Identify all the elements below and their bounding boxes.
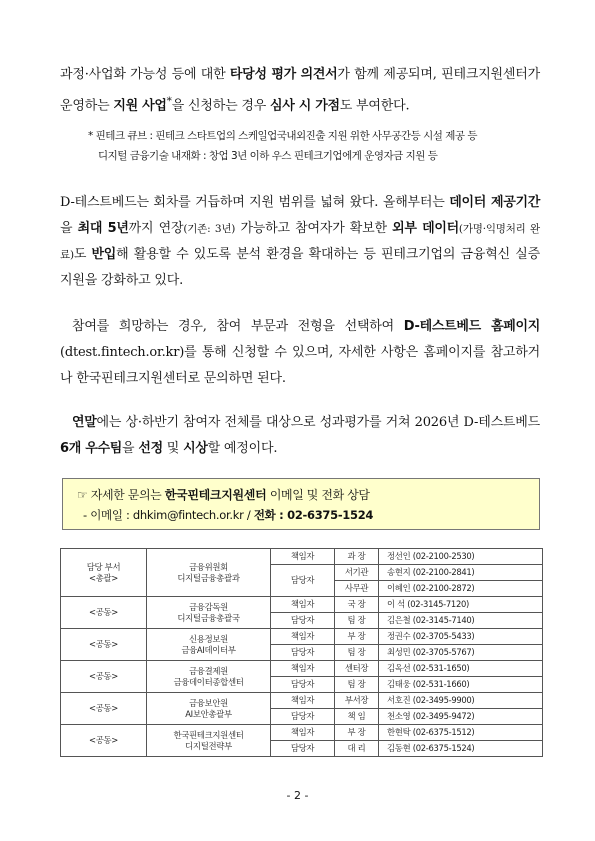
role-cell: 책임자 — [271, 549, 335, 565]
page-number: - 2 - — [286, 789, 309, 802]
text: 이메일 및 전화 상담 — [266, 488, 370, 502]
text: D-테스트베드는 회차를 거듭하며 지원 범위를 넓혀 왔다. 올해부터는 — [60, 195, 450, 210]
table-row — [61, 693, 543, 709]
email-link[interactable]: dhkim@fintech.or.kr — [132, 508, 244, 522]
org-name: 디지털전략부 — [185, 740, 232, 751]
org-cell — [147, 549, 271, 597]
footnote-line: 디지털 금융기술 내재화 : 창업 3년 이하 우스 핀테크기업에게 운영자금 지원 등 — [98, 150, 438, 162]
table-row — [61, 629, 543, 645]
text: 도 부여한다. — [339, 98, 410, 114]
org-cell — [147, 725, 271, 757]
position-cell: 센터장 — [335, 661, 379, 677]
table-row — [61, 661, 543, 677]
contact-name-cell: 한현탁 (02-6375-1512) — [379, 725, 543, 741]
bold-select: 선정 — [138, 441, 163, 456]
org-name: 디지털금융총괄국 — [177, 612, 240, 623]
text: 가능하고 참여자가 확보한 — [235, 221, 393, 236]
dept-label: <공동> — [88, 607, 118, 617]
org-name: 신용정보원 — [189, 633, 228, 644]
contact-table — [60, 548, 543, 757]
org-name: 한국핀테크지원센터 — [173, 729, 244, 740]
text: (dtest.fintech.or.kr)를 통해 신청할 수 있으며, 자세한 사항은 홈페이지를 참고하거나 한국핀테크지원센터로 문의하면 된다. — [60, 345, 540, 386]
contact-name-cell: 김동현 (02-6375-1524) — [379, 741, 543, 757]
contact-name-cell: 이 석 (02-3145-7120) — [379, 597, 543, 613]
paragraph-evaluation — [60, 62, 540, 119]
table-row — [61, 549, 543, 565]
contact-name-cell: 천소영 (02-3495-9472) — [379, 709, 543, 725]
position-cell: 부 장 — [335, 629, 379, 645]
dept-label: <공동> — [88, 639, 118, 649]
position-cell: 과 장 — [335, 549, 379, 565]
position-cell: 국 장 — [335, 597, 379, 613]
org-name: 금융결제원 — [189, 665, 228, 676]
bold-year-end: 연말 — [72, 415, 97, 430]
contact-name-cell: 김은철 (02-3145-7140) — [379, 613, 543, 629]
inquiry-org: 한국핀테크지원센터 — [164, 488, 267, 502]
org-name: 금융위원회 — [189, 561, 228, 572]
inquiry-line — [77, 485, 529, 505]
bold-six-teams: 6개 우수팀 — [60, 441, 123, 456]
contact-name-cell: 송현지 (02-2100-2841) — [379, 565, 543, 581]
paragraph-apply — [60, 314, 540, 392]
footnote-marker: * — [166, 95, 172, 107]
table-row — [61, 597, 543, 613]
dept-cell — [61, 549, 147, 597]
dept-cell — [61, 629, 147, 661]
position-cell: 부 장 — [335, 725, 379, 741]
org-cell — [147, 661, 271, 693]
email-label: - 이메일 : — [83, 508, 133, 522]
text: 과정·사업화 가능성 등에 대한 — [60, 67, 230, 82]
role-cell: 담당자 — [271, 645, 335, 661]
dept-label: <공동> — [88, 735, 118, 745]
org-name: 디지털금융총괄과 — [177, 572, 240, 583]
dept-cell — [61, 597, 147, 629]
role-cell: 담당자 — [271, 677, 335, 693]
dept-header: 담당 부서 — [86, 561, 121, 572]
org-name: 금융보안원 — [189, 697, 228, 708]
position-cell: 부서장 — [335, 693, 379, 709]
text: 및 — [162, 441, 184, 456]
role-cell: 책임자 — [271, 661, 335, 677]
org-name: 금융AI데이터부 — [181, 644, 236, 655]
contact-name-cell: 이혜인 (02-2100-2872) — [379, 581, 543, 597]
bold-data-period: 데이터 제공기간 — [449, 195, 540, 210]
position-cell: 팀 장 — [335, 677, 379, 693]
dept-cell — [61, 661, 147, 693]
contact-name-cell: 서호진 (02-3495-9900) — [379, 693, 543, 709]
pointing-hand-icon: ☞ — [77, 488, 88, 502]
text: 도 — [73, 247, 92, 262]
org-cell — [147, 629, 271, 661]
position-cell: 팀 장 — [335, 645, 379, 661]
org-cell — [147, 693, 271, 725]
paragraph-scope — [60, 190, 540, 294]
role-cell: 담당자 — [271, 565, 335, 597]
position-cell: 사무관 — [335, 581, 379, 597]
text: 할 예정이다. — [207, 441, 278, 456]
phone-number: 02-6375-1524 — [287, 508, 374, 522]
bold-external-data: 외부 데이터 — [392, 221, 459, 236]
bold-max-years: 최대 5년 — [77, 221, 129, 236]
role-cell: 책임자 — [271, 629, 335, 645]
position-cell: 서기관 — [335, 565, 379, 581]
contact-name-cell: 김태웅 (02-531-1660) — [379, 677, 543, 693]
footnote-line: * 핀테크 큐브 : 핀테크 스타트업의 스케일업국내외진출 지원 위한 사무공간등 시설 제공 등 — [88, 130, 477, 142]
text: 에는 상·하반기 참여자 전체를 대상으로 성과평가를 거쳐 2026년 D-테스트베드 — [96, 415, 540, 430]
text: 을 — [122, 441, 139, 456]
bold-feasibility-report: 타당성 평가 의견서 — [229, 67, 338, 82]
bold-award: 시상 — [183, 441, 208, 456]
paragraph-awards — [60, 410, 540, 462]
table-row — [61, 725, 543, 741]
contact-name-cell: 정권수 (02-3705-5433) — [379, 629, 543, 645]
footnote — [88, 126, 548, 166]
contact-name-cell: 정선인 (02-2100-2530) — [379, 549, 543, 565]
org-name: 금융감독원 — [189, 601, 228, 612]
text: 해 활용할 수 있도록 분석 환경을 확대하는 등 핀테크기업의 금융혁신 실증 지원을 강화하고 있다. — [60, 247, 540, 288]
separator: / — [243, 508, 254, 522]
position-cell: 책 임 — [335, 709, 379, 725]
phone-label: 전화 : — [253, 508, 288, 522]
position-cell: 팀 장 — [335, 613, 379, 629]
dept-label: <공동> — [88, 703, 118, 713]
contact-name-cell: 김옥선 (02-531-1650) — [379, 661, 543, 677]
bold-homepage: D-테스트베드 홈페이지 — [403, 319, 540, 334]
position-cell: 대 리 — [335, 741, 379, 757]
org-cell — [147, 597, 271, 629]
role-cell: 책임자 — [271, 725, 335, 741]
dept-label: <공동> — [88, 671, 118, 681]
role-cell: 담당자 — [271, 741, 335, 757]
dept-cell — [61, 693, 147, 725]
text: 을 — [60, 221, 78, 236]
role-cell: 책임자 — [271, 597, 335, 613]
text: 까지 연장 — [128, 221, 184, 236]
role-cell: 담당자 — [271, 709, 335, 725]
bold-import: 반입 — [91, 247, 117, 262]
org-name: AI보안총괄부 — [185, 708, 232, 719]
bold-bonus-points: 심사 시 가점 — [270, 98, 340, 114]
role-cell: 책임자 — [271, 693, 335, 709]
bold-support-program: 지원 사업 — [113, 98, 167, 114]
text: 가 함께 제공되며, 핀테크지원센터가 운영하는 — [60, 67, 540, 114]
inquiry-box — [62, 478, 540, 530]
contact-line — [77, 505, 529, 525]
role-cell: 담당자 — [271, 613, 335, 629]
text: 참여를 희망하는 경우, 참여 부문과 전형을 선택하여 — [72, 319, 404, 334]
text: 을 신청하는 경우 — [171, 98, 271, 114]
text: 자세한 문의는 — [87, 488, 165, 502]
dept-label: <총괄> — [88, 572, 118, 583]
small-note: (기존: 3년) — [183, 223, 236, 235]
dept-cell — [61, 725, 147, 757]
org-name: 금융데이터종합센터 — [173, 676, 244, 687]
contact-name-cell: 최성민 (02-3705-5767) — [379, 645, 543, 661]
small-note: (가명·익명처리 완료) — [60, 223, 540, 261]
